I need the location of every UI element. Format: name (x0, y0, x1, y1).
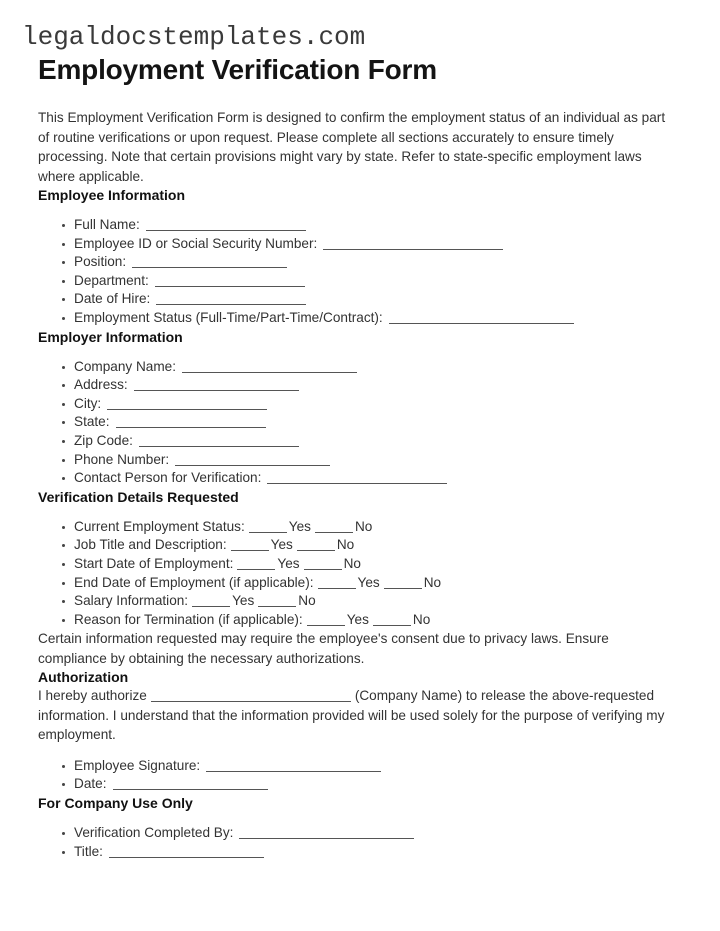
employee-information-label-position: Position: (74, 254, 127, 270)
section-heading-authorization: Authorization (38, 669, 129, 686)
employee-information-field-list (38, 216, 680, 328)
employer-information-label-company-name: Company Name: (74, 358, 176, 374)
employee-information-blank-department[interactable] (155, 275, 305, 287)
verification-details-no-label-start-date-of-employment: No (343, 555, 361, 571)
verification-details-yes-blank-reason-for-termination-if-applicable[interactable] (307, 614, 345, 626)
authorization-label-employee-signature: Employee Signature: (74, 757, 201, 773)
employer-information-label-contact-person-for-verification: Contact Person for Verification: (74, 470, 262, 486)
employer-information-label-phone-number: Phone Number: (74, 451, 170, 467)
list-item (62, 309, 680, 328)
verification-details-yes-blank-start-date-of-employment[interactable] (237, 558, 275, 570)
employer-information-blank-contact-person-for-verification[interactable] (267, 472, 447, 484)
list-item (62, 574, 680, 593)
company-use-label-verification-completed-by: Verification Completed By: (74, 824, 234, 840)
verification-details-yes-label-salary-information: Yes (232, 593, 255, 609)
list-item (62, 592, 680, 611)
verification-details-no-label-current-employment-status: No (354, 518, 373, 534)
verification-details-yes-label-end-date-of-employment-if-applicable: Yes (357, 574, 380, 590)
company-use-field-list (38, 824, 680, 861)
employer-information-label-city: City: (74, 395, 102, 411)
verification-details-yes-blank-job-title-and-description[interactable] (231, 539, 269, 551)
list-item (62, 775, 680, 794)
employer-information-blank-zip-code[interactable] (139, 435, 299, 447)
verification-details-yes-label-reason-for-termination-if-applicable: Yes (346, 611, 369, 627)
section-heading-verification-details: Verification Details Requested (38, 488, 239, 505)
authorization-label-date: Date: (74, 776, 107, 792)
document-content (0, 108, 720, 861)
list-item (62, 432, 680, 451)
section-heading-company-use-only: For Company Use Only (38, 794, 193, 811)
employee-information-blank-position[interactable] (132, 256, 287, 268)
employer-information-blank-state[interactable] (116, 416, 266, 428)
employer-information-field-list (38, 358, 680, 488)
list-item (62, 253, 680, 272)
verification-details-field-list (38, 518, 680, 630)
list-item (62, 518, 680, 537)
employer-information-label-state: State: (74, 414, 110, 430)
employee-information-blank-date-of-hire[interactable] (156, 293, 306, 305)
employee-information-blank-employment-status-full-time-part-time-contra[interactable] (389, 312, 574, 324)
verification-details-label-current-employment-status: Current Employment Status: (74, 518, 245, 534)
employer-information-blank-phone-number[interactable] (175, 454, 330, 466)
verification-details-label-reason-for-termination-if-applicable: Reason for Termination (if applicable): (74, 611, 303, 627)
list-item (62, 216, 680, 235)
company-use-label-title: Title: (74, 843, 103, 859)
authorization-blank-date[interactable] (113, 778, 268, 790)
list-item (62, 536, 680, 555)
verification-details-no-label-end-date-of-employment-if-applicable: No (423, 574, 442, 590)
verification-details-label-salary-information: Salary Information: (74, 593, 189, 609)
verification-details-no-label-reason-for-termination-if-applicable: No (412, 611, 431, 627)
verification-details-label-start-date-of-employment: Start Date of Employment: (74, 555, 234, 571)
employer-information-label-zip-code: Zip Code: (74, 432, 133, 448)
list-item (62, 376, 680, 395)
verification-details-yes-blank-end-date-of-employment-if-applicable[interactable] (318, 577, 356, 589)
employer-information-blank-address[interactable] (134, 379, 299, 391)
verification-details-no-blank-end-date-of-employment-if-applicable[interactable] (384, 577, 422, 589)
employee-information-label-full-name: Full Name: (74, 217, 140, 232)
verification-details-yes-label-start-date-of-employment: Yes (277, 555, 300, 571)
list-item (62, 235, 680, 254)
verification-details-yes-label-current-employment-status: Yes (288, 518, 311, 534)
verification-details-label-end-date-of-employment-if-applicable: End Date of Employment (if applicable): (74, 574, 314, 590)
list-item (62, 555, 680, 574)
section-heading-employee-information: Employee Information (38, 187, 186, 203)
intro-paragraph: This Employment Verification Form is designed to confirm the employment status of an individual as part of routine verifications or upon request. Please complete all sections accurately to ensure timely processing. Note that certain provisions might vary by state. Refer to state-specific employment laws where applicable. (38, 110, 666, 184)
authorization-text-before: I hereby authorize (38, 688, 147, 704)
page-title: Employment Verification Form (38, 54, 437, 85)
intro-block (38, 108, 680, 186)
employee-information-label-employee-id-or-social-security-number: Employee ID or Social Security Number: (74, 235, 318, 251)
verification-details-no-blank-job-title-and-description[interactable] (297, 539, 335, 551)
list-item (62, 358, 680, 377)
verification-details-no-label-salary-information: No (298, 593, 316, 609)
verification-details-yes-label-job-title-and-description: Yes (270, 537, 293, 553)
employee-information-label-employment-status-full-time-part-time-contra: Employment Status (Full-Time/Part-Time/Contract): (74, 309, 383, 325)
list-item (62, 757, 680, 776)
list-item (62, 451, 680, 470)
verification-details-no-blank-salary-information[interactable] (258, 595, 296, 607)
employee-information-blank-full-name[interactable] (146, 219, 306, 231)
employee-information-label-department: Department: (74, 272, 149, 288)
list-item (62, 469, 680, 488)
employee-information-label-date-of-hire: Date of Hire: (74, 291, 151, 307)
employer-information-blank-city[interactable] (107, 398, 267, 410)
company-use-blank-title[interactable] (109, 846, 264, 858)
authorization-paragraph (38, 686, 680, 745)
site-domain-watermark: legaldocstemplates.com (22, 22, 366, 52)
authorization-company-name-blank[interactable] (151, 690, 351, 702)
employer-information-label-address: Address: (74, 377, 128, 393)
authorization-blank-employee-signature[interactable] (206, 760, 381, 772)
list-item (62, 824, 680, 843)
employer-information-blank-company-name[interactable] (182, 361, 357, 373)
verification-details-label-job-title-and-description: Job Title and Description: (74, 537, 227, 553)
section-heading-employer-information: Employer Information (38, 328, 183, 345)
verification-details-yes-blank-current-employment-status[interactable] (249, 521, 287, 533)
verification-details-no-blank-reason-for-termination-if-applicable[interactable] (373, 614, 411, 626)
list-item (62, 843, 680, 862)
employee-information-blank-employee-id-or-social-security-number[interactable] (323, 238, 503, 250)
list-item (62, 611, 680, 630)
verification-details-no-label-job-title-and-description: No (336, 537, 355, 553)
consent-note-paragraph: Certain information requested may require the employee's consent due to privacy laws. Ensure compliance by obtaining the necessary authorizations. (38, 631, 609, 666)
authorization-text-after: (Company Name) to release the above-requested information. I understand that the information provided will be used solely for the purpose of verifying my employment. (38, 688, 665, 743)
list-item (62, 395, 680, 414)
list-item (62, 272, 680, 291)
verification-details-no-blank-current-employment-status[interactable] (315, 521, 353, 533)
authorization-field-list (38, 757, 680, 794)
verification-details-no-blank-start-date-of-employment[interactable] (304, 558, 342, 570)
company-use-blank-verification-completed-by[interactable] (239, 827, 414, 839)
list-item (62, 290, 680, 309)
verification-details-yes-blank-salary-information[interactable] (192, 595, 230, 607)
list-item (62, 413, 680, 432)
